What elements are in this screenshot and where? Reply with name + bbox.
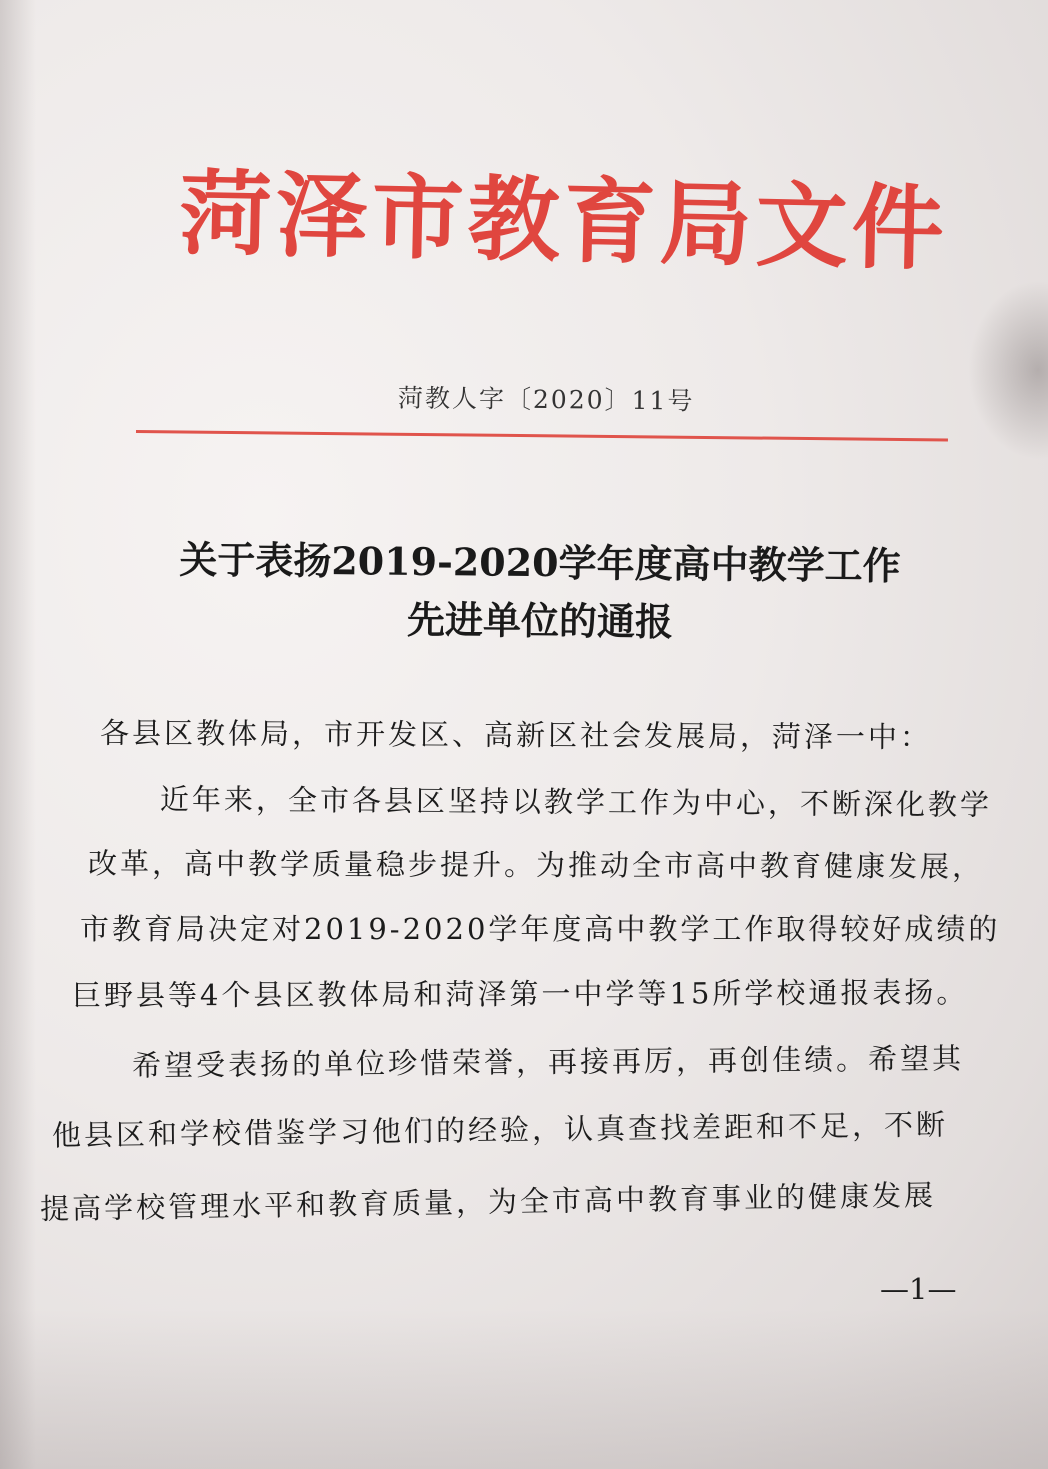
- body-line-5: 希望受表扬的单位珍惜荣誉，再接再厉，再创佳绩。希望其: [131, 1041, 965, 1083]
- page-number: —1—: [880, 1272, 957, 1306]
- paper-edge-shadow: [0, 0, 36, 1469]
- body-line-2: 改革，高中教学质量稳步提升。为推动全市高中教育健康发展，: [87, 846, 985, 884]
- body-line-1: 近年来，全市各县区坚持以教学工作为中心，不断深化教学: [159, 782, 993, 822]
- document-number: 菏教人字〔2020〕11号: [397, 383, 695, 416]
- salutation: 各县区教体局，市开发区、高新区社会发展局，菏泽一中：: [99, 715, 933, 755]
- document-title-line-2: 先进单位的通报: [406, 596, 674, 645]
- body-line-4: 巨野县等4个县区教体局和菏泽第一中学等15所学校通报表扬。: [71, 975, 969, 1013]
- photo-shadow: [968, 280, 1048, 460]
- body-line-3: 市教育局决定对2019-2020学年度高中教学工作取得较好成绩的: [80, 912, 1001, 946]
- red-divider-rule: [136, 430, 948, 442]
- document-masthead: 菏泽市教育局文件: [178, 159, 949, 284]
- body-line-6: 他县区和学校借鉴学习他们的经验，认真查找差距和不足，不断: [51, 1107, 949, 1153]
- document-title-line-1: 关于表扬2019-2020学年度高中教学工作: [179, 536, 901, 589]
- photo-bottom-shade: [0, 1309, 1048, 1469]
- body-line-7: 提高学校管理水平和教育质量，为全市高中教育事业的健康发展: [39, 1177, 937, 1227]
